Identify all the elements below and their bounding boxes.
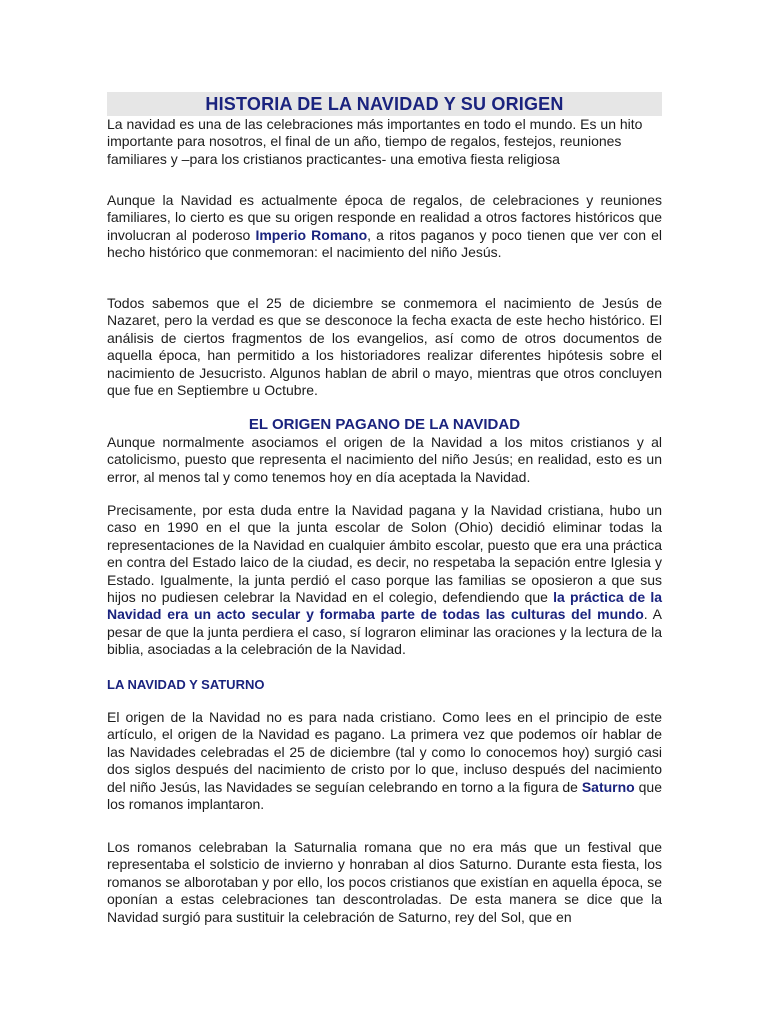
secular-practice-link[interactable]: la práctica de la Navidad era un acto secular y formaba parte de todas las culturas del mundo	[107, 589, 662, 623]
section-heading-pagan-origin: EL ORIGEN PAGANO DE LA NAVIDAD	[248, 416, 521, 433]
date-paragraph	[107, 295, 662, 399]
section-heading-saturn: LA NAVIDAD Y SATURNO	[107, 677, 265, 692]
pagan-text: Aunque normalmente asociamos el origen de la Navidad a los mitos cristianos y al catolicismo, puesto que representa el nacimiento del niño Jesús; en realidad, esto es un error, al menos tal y como tenemos hoy en día aceptada la Navidad.	[107, 434, 662, 485]
solon-text-before: Precisamente, por esta duda entre la Navidad pagana y la Navidad cristiana, hubo un caso en 1990 en el que la junta escolar de Solon (Ohio) decidió eliminar todas la representaciones de la Navidad en cualquier ámbito escolar, puesto que era una práctica en contra del Estado laico de la ciudad, es decir, no respetaba la sepación entre Iglesia y Estado. Igualmente, la junta perdió el caso porque las familias se oposieron a que sus hijos no pudiesen celebrar la Navidad en el colegio, defendiendo que	[107, 502, 662, 606]
date-text: Todos sabemos que el 25 de diciembre se conmemora el nacimiento de Jesús de Nazaret, pero la verdad es que se desconoce la fecha exacta de este hecho histórico. El análisis de ciertos fragmentos de los evangelios, así como de otros documentos de aquella época, han permitido a los historiadores realizar diferentes hipótesis sobre el nacimiento de Jesucristo. Algunos hablan de abril o mayo, mientras que otros concluyen que fue en Septiembre u Octubre.	[107, 295, 662, 399]
origin-text-after: , a ritos paganos y poco tienen que ver con el hecho histórico que conmemoran: el nacimiento del niño Jesús.	[107, 226, 662, 261]
saturn-text-before: El origen de la Navidad no es para nada cristiano. Como lees en el principio de este artículo, el origen de la Navidad es pagano. La primera vez que podemos oír hablar de las Navidades celebradas el 25 de diciembre (tal y como lo conocemos hoy) surgió casi dos siglos después del nacimiento de cristo por lo que, incluso después del nacimiento del niño Jesús, las Navidades se seguían celebrando en torno a la figura de	[107, 709, 662, 795]
solon-paragraph	[107, 502, 662, 659]
saturn-paragraph	[107, 709, 662, 813]
saturno-link[interactable]: Saturno	[581, 778, 635, 795]
title-bar	[107, 92, 662, 116]
saturn-text-after: que los romanos implantaron.	[107, 778, 662, 813]
saturnalia-paragraph	[107, 839, 662, 926]
intro-text: La navidad es una de las celebraciones más importantes en todo el mundo. Es un hito importante para nosotros, el final de un año, tiempo de regalos, festejos, reuniones familiares y –para los cristianos practicantes- una emotiva fiesta religiosa	[107, 116, 643, 167]
origin-text-before: Aunque la Navidad es actualmente época de regalos, de celebraciones y reuniones familiares, lo cierto es que su origen responde en realidad a otros factores históricos que involucran al poderoso	[107, 192, 662, 243]
page-title: HISTORIA DE LA NAVIDAD Y SU ORIGEN	[205, 94, 564, 114]
solon-text-after: . A pesar de que la junta perdiera el caso, sí lograron eliminar las oraciones y la lectura de la biblia, asociadas a la celebración de la Navidad.	[107, 606, 662, 658]
origin-paragraph	[107, 192, 662, 262]
intro-paragraph	[107, 116, 662, 168]
imperio-romano-link[interactable]: Imperio Romano	[255, 226, 368, 243]
pagan-paragraph	[107, 434, 662, 486]
saturnalia-text: Los romanos celebraban la Saturnalia romana que no era más que un festival que representaba el solsticio de invierno y honraban al dios Saturno. Durante esta fiesta, los romanos se alborotaban y por ello, los pocos cristianos que existían en aquella época, se oponían a estas celebraciones tan descontroladas. De esta manera se dice que la Navidad surgió para sustituir la celebración de Saturno, rey del Sol, que en	[107, 839, 662, 925]
